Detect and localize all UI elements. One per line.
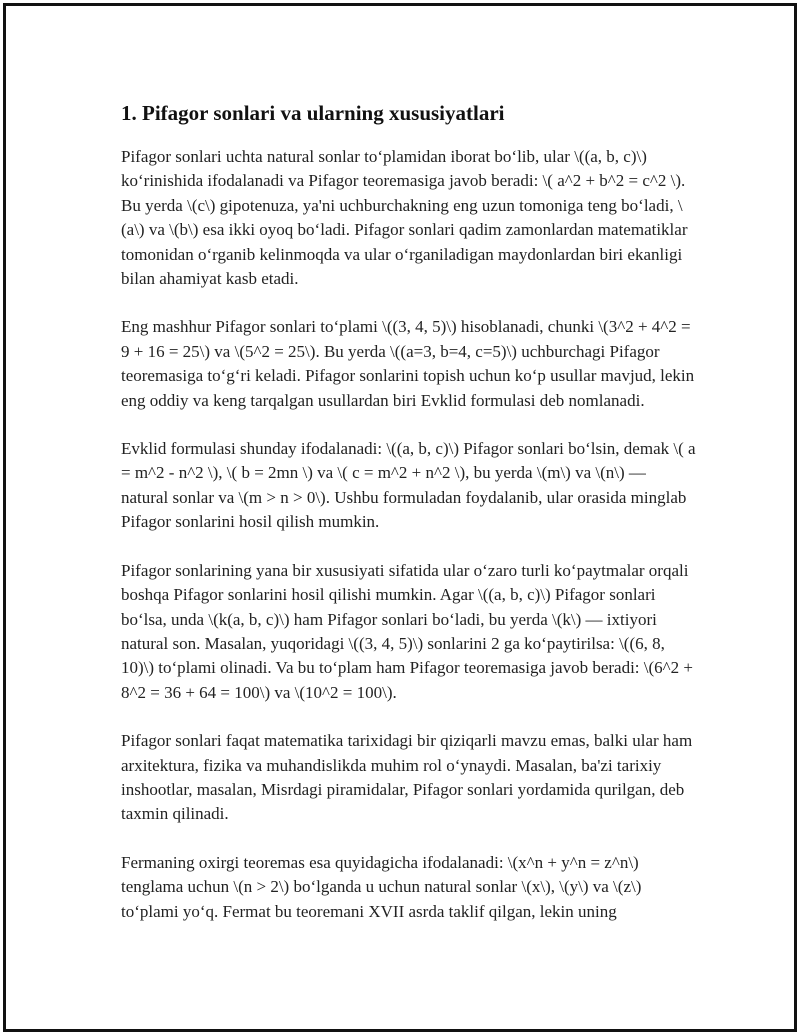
paragraph-applications: Pifagor sonlari faqat matematika tarixidagi bir qiziqarli mavzu emas, balki ular ham arxitektura, fizika va muhandislikda muhim rol o‘ynaydi. Masalan, ba'zi tarixiy inshootlar, masalan, Misrdagi piramidalar, Pifagor sonlari yordamida qurilgan, deb taxmin qilinadi. (121, 731, 693, 824)
document-page (3, 3, 797, 1032)
document-body (121, 99, 696, 948)
paragraph-intro: Pifagor sonlari uchta natural sonlar to‘plamidan iborat bo‘lib, ular \((a, b, c)\) ko‘rinishida ifodalanadi va Pifagor teoremasiga javob beradi: \( a^2 + b^2 = c^2 \). Bu yerda \(c\) gipotenuza, ya'ni uchburchakning eng uzun tomoniga teng bo‘ladi, \(a\) va \(b\) esa ikki oyoq bo‘ladi. Pifagor sonlari qadim zamonlardan matematiklar tomonidan o‘rganib kelinmoqda va ular o‘rganiladigan maydonlardan biri ekanligi bilan ahamiyat kasb etadi. (121, 147, 688, 289)
paragraph-multiples: Pifagor sonlarining yana bir xususiyati sifatida ular o‘zaro turli ko‘paytmalar orqali boshqa Pifagor sonlarini hosil qilishi mumkin. Agar \((a, b, c)\) Pifagor sonlari bo‘lsa, unda \(k(a, b, c)\) ham Pifagor sonlari bo‘ladi, bu yerda \(k\) — ixtiyori natural son. Masalan, yuqoridagi \((3, 4, 5)\) sonlarini 2 ga ko‘paytirilsa: \((6, 8, 10)\) to‘plami olinadi. Va bu to‘plam ham Pifagor teoremasiga javob beradi: \(6^2 + 8^2 = 36 + 64 = 100\) va \(10^2 = 100\). (121, 560, 693, 702)
paragraph-euclid-formula: Evklid formulasi shunday ifodalanadi: \((a, b, c)\) Pifagor sonlari bo‘lsin, demak \( a = m^2 - n^2 \), \( b = 2mn \) va \( c = m^2 + n^2 \), bu yerda \(m\) va \(n\) — natural sonlar va \(m > n > 0\). Ushbu formuladan foydalanib, ular orasida minglab Pifagor sonlarini hosil qilish mumkin. (121, 439, 696, 532)
paragraph-famous-triple: Eng mashhur Pifagor sonlari to‘plami \((3, 4, 5)\) hisoblanadi, chunki \(3^2 + 4^2 = 9 + 16 = 25\) va \(5^2 = 25\). Bu yerda \((a=3, b=4, c=5)\) uchburchagi Pifagor teoremasiga to‘g‘ri keladi. Pifagor sonlarini topish uchun ko‘p usullar mavjud, lekin eng oddiy va keng tarqalgan usullardan biri Evklid formulasi deb nomlanadi. (121, 317, 695, 410)
paragraph-fermat: Fermaning oxirgi teoremas esa quyidagicha ifodalanadi: \(x^n + y^n = z^n\) tenglama uchun \(n > 2\) bo‘lganda u uchun natural sonlar \(x\), \(y\) va \(z\) to‘plami yo‘q. Fermat bu teoremani XVII asrda taklif qilgan, lekin uning (121, 852, 642, 921)
section-title: 1. Pifagor sonlari va ularning xususiyatlari (121, 101, 505, 125)
